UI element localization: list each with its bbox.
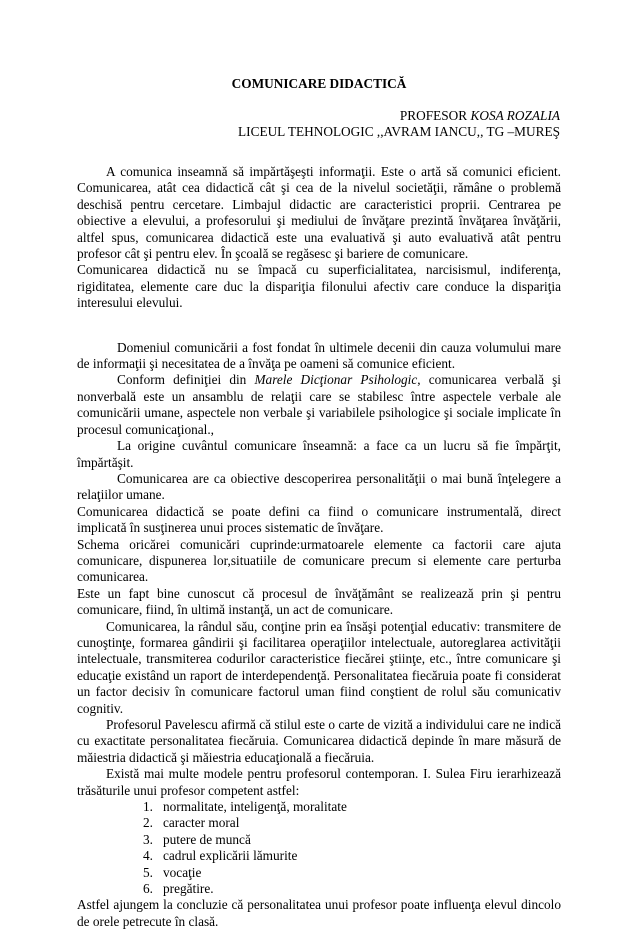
paragraph-domain: Domeniul comunicării a fost fondat în ultimele decenii din cauza volumului mare de informaţii şi necesitatea de a învăţa pe oameni să comunice eficient. xyxy=(77,339,561,372)
list-item: 1. normalitate, inteligenţă, moralitate xyxy=(143,799,347,815)
list-item: 4. cadrul explicării lămurite xyxy=(143,848,298,864)
document-body xyxy=(77,164,561,930)
paragraph-educational-potential: Comunicarea, la rândul său, conţine prin ea însăşi potenţial educativ: transmitere de cunoştinţe, formarea gândirii şi facilitarea operaţiilor intelectuale, autoreglarea activităţii intelectuale, transmiterea codurilor caracteristice fiecărei ştiinţe, etc., între comunicare şi educaţie existând un raport de interdependenţă. Personalitatea fiecăruia poate fi considerat un factor decisiv în comunicare factorul uman fiind conştient de rolul său comunicativ cognitiv. xyxy=(77,618,561,716)
paragraph-intro: A comunica inseamnă să impărtăşeşti informaţii. Este o artă să comunici eficient. Comunicarea, atât cea didactică cât şi cea de la nivelul societăţii, rămâne o problemă deschisă pentru cercetare. Limbajul didactic are caracteristici proprii. Centrarea pe obiective a elevului, a profesorului şi mediului de învăţare prezintă învăţarea învăţării, altfel spus, comunicarea didactică este una evaluativă şi auto evaluativă atât pentru profesor cât şi pentru elev. În şcoală se regăsesc şi bariere de comunicare. xyxy=(77,164,561,262)
paragraph-schema: Schema oricărei comunicări cuprinde:urmatoarele elemente ca factorii care ajuta comunicare, dispunerea lor,situatiile de comunicare precum si elemente care perturba comunicarea. xyxy=(77,536,561,585)
author-name: KOSA ROZALIA xyxy=(470,108,560,123)
list-item: 6. pregătire. xyxy=(143,881,214,897)
paragraph-models: Există mai multe modele pentru profesorul contemporan. I. Sulea Firu ierarhizează trăsăturile unui profesor competent astfel: xyxy=(77,766,561,798)
paragraph-style: Profesorul Pavelescu afirmă că stilul este o carte de vizită a individului care ne indică cu exactitate personalitatea fiecăruia. Comunicarea didactică depinde în mare măsură de măiestria didactică şi măiestria educaţională a fiecăruia. xyxy=(77,717,561,765)
list-item: 5. vocaţie xyxy=(143,864,202,880)
paragraph-conclusion: Astfel ajungem la concluzie că personalitatea unui profesor poate influenţa elevul dincolo de orele petrecute în clasă. xyxy=(77,897,561,929)
traits-list xyxy=(77,799,561,897)
paragraph-process: Este un fapt bine cunoscut că procesul de învăţământ se realizează prin şi pentru comunicare, fiind, în ultimă instanţă, un act de comunicare. xyxy=(77,585,561,618)
author-line xyxy=(400,108,560,124)
paragraph-definition: Conform definiţiei din Marele Dicţionar Psihologic, comunicarea verbală şi nonverbală este un ansamblu de relaţii care se stabilesc între aspectele verbale ale comunicării umane, aspectele non verbale şi variabilele psihologice şi sociale implicate în procesul comunicaţional., xyxy=(77,372,562,437)
paragraph-instrumental: Comunicarea didactică se poate defini ca fiind o comunicare instrumentală, direct implicată în susţinerea unui proces sistematic de învăţare. xyxy=(77,503,561,536)
author-prefix: PROFESOR xyxy=(399,108,471,123)
document-title: COMUNICARE DIDACTICĂ xyxy=(231,76,407,91)
paragraph-barriers: Comunicarea didactică nu se împacă cu superficialitatea, narcisismul, indiferenţa, rigiditatea, elemente care duc la dispariţia filonului afectiv care conduce la dispariţia interesului elevului. xyxy=(77,262,561,311)
paragraph-origin: La origine cuvântul comunicare înseamnă: a face ca un lucru să fie împărţit, împărtăşit. xyxy=(77,438,561,470)
list-item: 3. putere de muncă xyxy=(143,831,251,847)
list-item: 2. caracter moral xyxy=(143,815,240,831)
dictionary-title: Marele Dicţionar Psihologic xyxy=(254,372,418,388)
school-line: LICEUL TEHNOLOGIC ,,AVRAM IANCU,, TG –MUREŞ xyxy=(238,124,560,139)
paragraph-objectives: Comunicarea are ca obiective descoperirea personalităţii o mai bună înţelegere a relaţiilor umane. xyxy=(77,470,561,503)
